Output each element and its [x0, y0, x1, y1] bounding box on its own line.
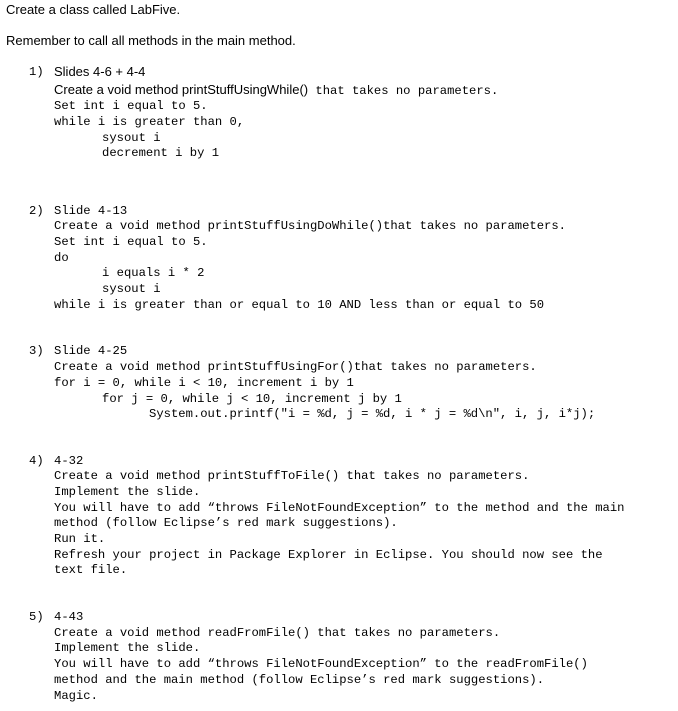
- task-line: Create a void method printStuffToFile() that takes no parameters.: [54, 469, 530, 483]
- task-line: while i is greater than 0,: [54, 115, 245, 129]
- task-heading: Slides 4-6 + 4-4: [54, 64, 146, 79]
- task-line: text file.: [54, 563, 128, 577]
- task-number: 3): [29, 344, 44, 358]
- task-line: sysout i: [102, 282, 161, 296]
- task-line: You will have to add “throws FileNotFoundException” to the method and the main: [54, 501, 625, 515]
- task-line: sysout i: [102, 131, 161, 145]
- task-line: for j = 0, while j < 10, increment j by 1: [102, 392, 402, 406]
- task-number: 4): [29, 454, 44, 468]
- task-line: Run it.: [54, 532, 106, 546]
- task-line: Create a void method printStuffUsingFor()that takes no parameters.: [54, 360, 537, 374]
- task-line: while i is greater than or equal to 10 AND less than or equal to 50: [54, 298, 545, 312]
- task-line: decrement i by 1: [102, 146, 220, 160]
- task-heading: 4-32: [54, 454, 84, 468]
- task-line: Implement the slide.: [54, 485, 201, 499]
- task-line-suffix: that takes no parameters.: [308, 84, 499, 98]
- task-line: Create a void method printStuffUsingDoWhile()that takes no parameters.: [54, 219, 566, 233]
- task-line-prefix: Create a void method: [54, 82, 182, 97]
- task-line: Set int i equal to 5.: [54, 99, 208, 113]
- task-line: Refresh your project in Package Explorer in Eclipse. You should now see the: [54, 548, 603, 562]
- task-number: 2): [29, 204, 44, 218]
- task-heading: Slide 4-13: [54, 204, 128, 218]
- task-line: for i = 0, while i < 10, increment i by 1: [54, 376, 354, 390]
- task-number: 5): [29, 610, 44, 624]
- task-line: method and the main method (follow Eclipse’s red mark suggestions).: [54, 673, 545, 687]
- reminder-text: Remember to call all methods in the main method.: [6, 33, 296, 48]
- task-line: Implement the slide.: [54, 641, 201, 655]
- task-line: You will have to add “throws FileNotFoundException” to the readFromFile(): [54, 657, 588, 671]
- task-line: i equals i * 2: [102, 266, 205, 280]
- task-line: [54, 82, 498, 99]
- document-title: Create a class called LabFive.: [6, 2, 181, 17]
- task-heading: Slide 4-25: [54, 344, 128, 358]
- task-line: Create a void method readFromFile() that takes no parameters.: [54, 626, 501, 640]
- task-line: do: [54, 251, 69, 265]
- task-line-method: printStuffUsingWhile(): [181, 82, 309, 97]
- task-line: method (follow Eclipse’s red mark suggestions).: [54, 516, 398, 530]
- task-line: System.out.printf("i = %d, j = %d, i * j = %d\n", i, j, i*j);: [149, 407, 596, 421]
- task-heading: 4-43: [54, 610, 84, 624]
- task-number: 1): [29, 65, 44, 79]
- task-line: Set int i equal to 5.: [54, 235, 208, 249]
- task-line: Magic.: [54, 689, 98, 703]
